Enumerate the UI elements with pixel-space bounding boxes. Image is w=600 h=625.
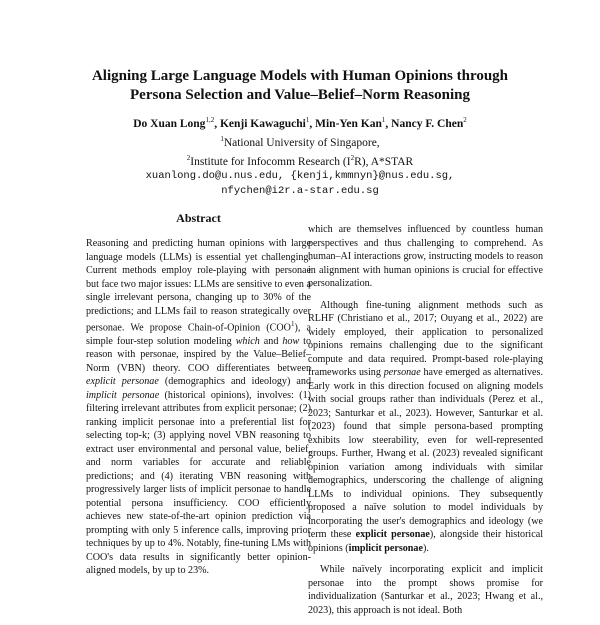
email-line-1: xuanlong.do@u.nus.edu, {kenji,kmmnyn}@nus.edu.sg, bbox=[145, 170, 455, 183]
abs-how: how bbox=[282, 335, 300, 347]
affiliation-1 bbox=[40, 132, 560, 151]
aff2-mark: 2 bbox=[186, 153, 191, 162]
author-1: Do Xuan Long bbox=[133, 117, 206, 130]
paper-title bbox=[40, 67, 560, 105]
aff2-inner-sup: 2 bbox=[350, 153, 355, 162]
intro-paragraph-2 bbox=[308, 299, 543, 556]
p2-text-a: Although fine-tuning alignment methods such as RLHF (Christiano et al., 2017; Ouyang et al., 2022) are widely employed, their application to personalized opinions remains challenging due to the significant compute and data required. Prompt-based role-playing frameworks using bbox=[308, 299, 543, 378]
author-4-affil: 2 bbox=[463, 116, 467, 124]
author-3: , Min-Yen Kan bbox=[309, 117, 382, 130]
aff2-text-post: R), A*STAR bbox=[354, 155, 414, 168]
abstract-heading: Abstract bbox=[176, 211, 221, 225]
footnote-mark: 1 bbox=[290, 320, 295, 328]
author-names bbox=[40, 113, 560, 132]
abstract-paragraph bbox=[86, 237, 311, 578]
intro-paragraph-1: which are themselves influenced by countless human perspectives and thus challenging to comprehend. As human–AI interactions grow, instructing models to reason in alignment with human opinions is crucial for effective personalization. bbox=[308, 224, 543, 289]
author-2-affil: 1 bbox=[305, 116, 310, 124]
intro-paragraph-3: While naïvely incorporating explicit and implicit personae into the prompt shows promise for individualization (Santurkar et al., 2023; Hwang et al., 2023), this approach is not ideal. Both bbox=[308, 564, 543, 616]
p2-text-c: ), alongside their historical opinions ( bbox=[308, 529, 544, 554]
author-block bbox=[40, 113, 560, 199]
abs-which: which bbox=[235, 335, 260, 347]
abs-text-a: Reasoning and predicting human opinions with large language models (LLMs) is essential yet challenging. Current methods employ role-playing with personae but face two major issues: LLMs are sensitive to even a single irrelevant persona, changing up to 30% of the predictions; and LLMs fail to reason strategically over personae. We propose Chain-of-Opinion (COO bbox=[86, 238, 311, 334]
abs-implicit: implicit personae bbox=[86, 389, 160, 401]
aff2-text-pre: Institute for Infocomm Research (I bbox=[190, 155, 351, 168]
email-line-2: nfychen@i2r.a-star.edu.sg bbox=[221, 185, 379, 198]
intro-body bbox=[308, 223, 543, 625]
p2-text-d: ). bbox=[422, 542, 429, 554]
title-line-1: Aligning Large Language Models with Human Opinions through bbox=[91, 68, 509, 84]
abs-text-c: and bbox=[259, 335, 283, 347]
author-1-affil: 1,2 bbox=[205, 116, 215, 124]
author-3-affil: 1 bbox=[381, 116, 386, 124]
aff1-mark: 1 bbox=[220, 134, 224, 143]
title-line-2: Persona Selection and Value–Belief–Norm Reasoning bbox=[130, 87, 470, 103]
p2-implicit: implicit personae bbox=[348, 542, 423, 554]
affiliation-2 bbox=[40, 151, 560, 170]
author-2: , Kenji Kawaguchi bbox=[214, 117, 306, 130]
abs-text-f: (historical opinions), involves: (1) filtering irrelevant attributes from explicit personae; (2) ranking implicit personae into a preferential list for selecting top-k; (3) applying novel VBN reasoning to extract user environmental and personal value, belief, and norm variables for accurate and reliable predictions; and (4) iterating VBN reasoning with progressively larger lists of implicit personae to handle potential persona insufficiency. COO efficiently achieves new state-of-the-art opinion prediction via prompting with only 5 inference calls, improving prior techniques by up to 4%. Notably, fine-tuning LMs with COO's data results in significantly better opinion-aligned models, by up to 23%. bbox=[86, 389, 311, 577]
aff1-text: National University of Singapore, bbox=[223, 136, 380, 149]
abs-explicit: explicit personae bbox=[86, 376, 159, 388]
p2-explicit: explicit personae bbox=[355, 529, 430, 540]
p2-text-b: have emerged as alternatives. Early work in this direction focused on aligning models with social groups rather than individuals (Perez et al., 2023; Santurkar et al., 2023). However, Santurkar et al. (2023) found that simple persona-based prompting exhibits low steerability, even for well-represented groups. Further, Hwang et al. (2023) revealed significant opinion variation among individuals with similar demographics, underscoring the challenge of aligning LLMs to individual opinions. They subsequently proposed a naïve solution to model individuals by incorporating the user's demographics and ideology (we term these bbox=[308, 367, 543, 540]
abs-text-e: (demographics and ideology) and bbox=[158, 376, 311, 388]
abs-text-d: to reason with personae, inspired by the Value–Belief–Norm (VBN) theory. COO differentiates between bbox=[86, 335, 312, 374]
p2-personae: personae bbox=[383, 367, 421, 378]
author-4: , Nancy F. Chen bbox=[385, 117, 464, 130]
abstract-body bbox=[86, 237, 311, 586]
abs-text-b: ), a simple four-step solution modeling bbox=[86, 322, 312, 347]
